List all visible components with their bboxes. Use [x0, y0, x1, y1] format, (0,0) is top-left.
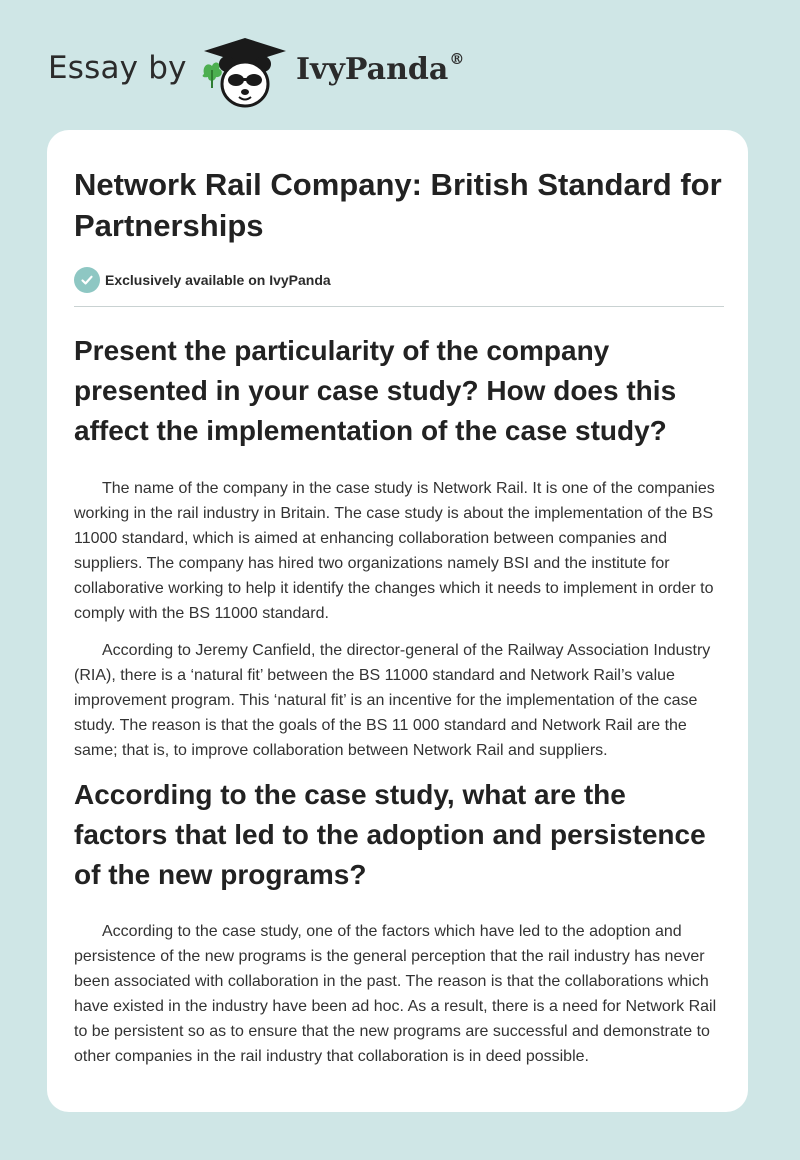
- article-title: Network Rail Company: British Standard for Partnerships: [74, 167, 722, 243]
- section-paragraph: According to Jeremy Canfield, the director-general of the Railway Association Industry (RIA), there is a ‘natural fit’ between the BS 11000 standard and Network Rail’s value improvement program. This ‘natural fit’ is an incentive for the implementation of the case study. The reason is that the goals of the BS 11 000 standard and Network Rail are the same; that is, to improve collaboration between Network Rail and suppliers.: [74, 642, 711, 759]
- brand-label: IvyPanda: [296, 52, 449, 87]
- ivy-leaf-icon: [203, 62, 222, 88]
- check-circle-icon: [74, 267, 100, 293]
- section-heading: According to the case study, what are the factors that led to the adoption and persistence of the new programs?: [74, 779, 706, 890]
- panda-graduate-icon[interactable]: [200, 36, 290, 110]
- brand-name[interactable]: [296, 52, 464, 87]
- essay-by-label: Essay by: [48, 50, 187, 86]
- article-content: [74, 164, 724, 1069]
- site-header: [0, 0, 800, 130]
- article-card: [47, 130, 748, 1112]
- exclusive-badge: [74, 267, 724, 293]
- section-paragraph: The name of the company in the case study is Network Rail. It is one of the companies working in the rail industry in Britain. The case study is about the implementation of the BS 11000 standard, which is aimed at enhancing collaboration between companies and suppliers. The company has hired two organizations namely BSI and the institute for collaborative working to help it identify the changes which it needs to implement in order to comply with the BS 11000 standard.: [74, 480, 715, 622]
- section-heading: Present the particularity of the company presented in your case study? How does this affect the implementation of the case study?: [74, 335, 677, 446]
- badge-label: Exclusively available on IvyPanda: [105, 272, 331, 288]
- title-divider: [74, 306, 724, 307]
- registered-mark: ®: [449, 50, 465, 68]
- section-paragraph: According to the case study, one of the factors which have led to the adoption and persistence of the new programs is the general perception that the rail industry has never been associated with collaboration in the past. The reason is that the collaborations which have existed in the industry have been ad hoc. As a result, there is a need for Network Rail to be persistent so as to ensure that the new programs are successful and demonstrate to other companies in the rail industry that collaboration is in deed possible.: [74, 923, 717, 1065]
